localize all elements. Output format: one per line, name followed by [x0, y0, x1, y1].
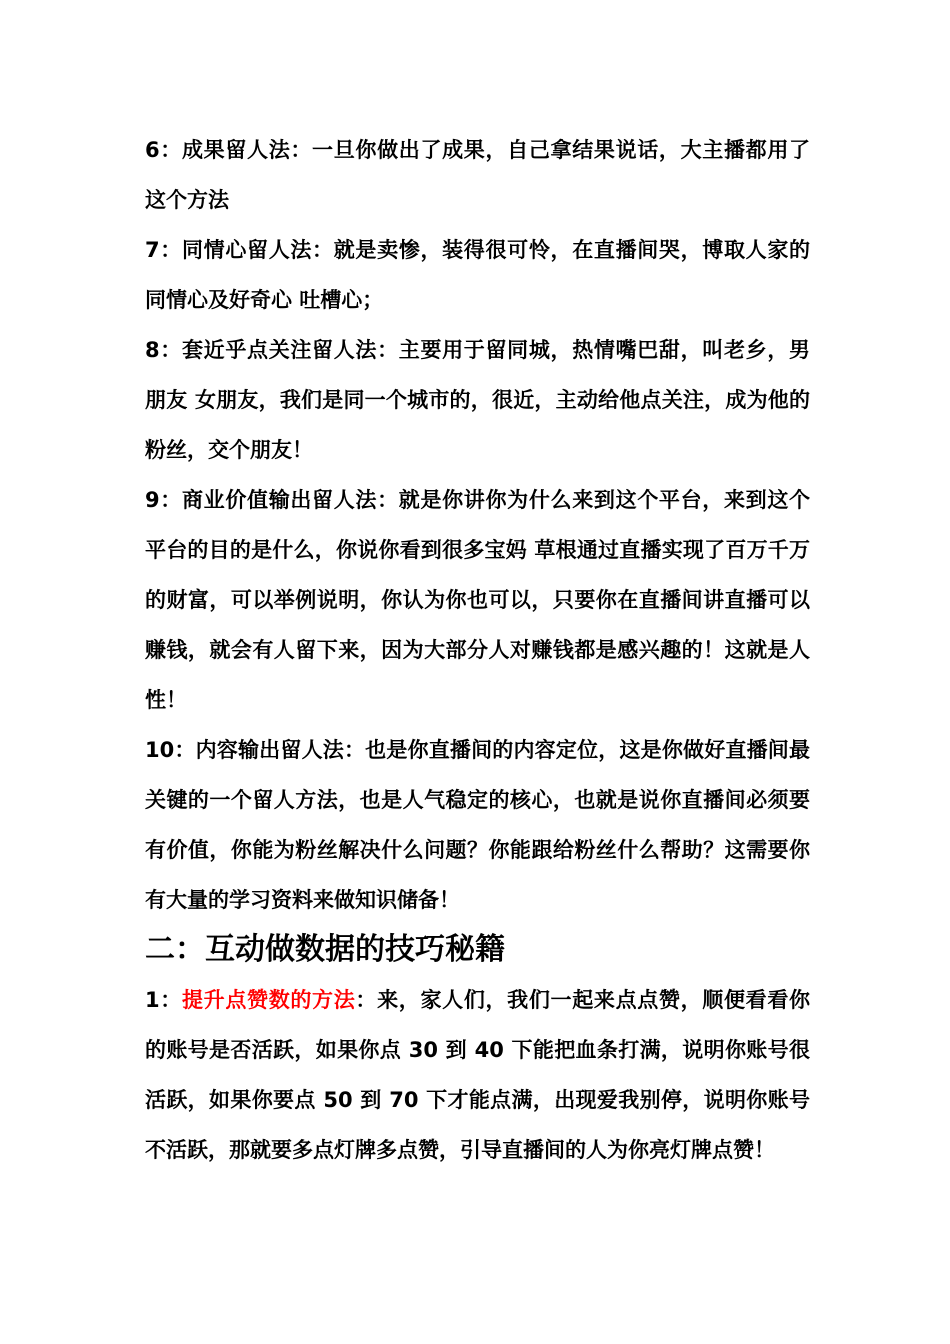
paragraph-7	[145, 225, 810, 325]
paragraph-7-text: 同情心留人法：就是卖惨，装得很可怜，在直播间哭，博取人家的同情心及好奇心 吐槽心；	[145, 238, 810, 312]
paragraph-6-number: 6：	[145, 138, 182, 162]
paragraph-9-number: 9：	[145, 488, 182, 512]
paragraph-7-number: 7：	[145, 238, 182, 262]
paragraph-6-text: 成果留人法：一旦你做出了成果，自己拿结果说话，大主播都用了这个方法	[145, 138, 810, 212]
paragraph-8	[145, 325, 810, 475]
paragraph-10-text: 内容输出留人法：也是你直播间的内容定位，这是你做好直播间最关键的一个留人方法，也是人气稳定的核心，也就是说你直播间必须要有价值，你能为粉丝解决什么问题？你能跟给粉丝什么帮助？这需要你有大量的学习资料来做知识储备！	[145, 738, 810, 912]
document-page	[145, 125, 810, 1175]
paragraph-9-text: 商业价值输出留人法：就是你讲你为什么来到这个平台，来到这个平台的目的是什么，你说你看到很多宝妈 草根通过直播实现了百万千万的财富，可以举例说明，你认为你也可以，只要你在直播间讲直播可以赚钱，就会有人留下来，因为大部分人对赚钱都是感兴趣的！这就是人性！	[145, 488, 810, 712]
paragraph-10	[145, 725, 810, 925]
paragraph-9	[145, 475, 810, 725]
paragraph-8-number: 8：	[145, 338, 182, 362]
section-heading: 二：互动做数据的技巧秘籍	[145, 932, 505, 967]
section-item-1	[145, 975, 810, 1175]
paragraph-6	[145, 125, 810, 225]
paragraph-8-text: 套近乎点关注留人法：主要用于留同城，热情嘴巴甜，叫老乡，男朋友 女朋友，我们是同一个城市的，很近，主动给他点关注，成为他的粉丝，交个朋友！	[145, 338, 810, 462]
section-item-1-number: 1：	[145, 988, 182, 1012]
paragraph-10-number: 10：	[145, 738, 196, 762]
section-item-1-highlight: 提升点赞数的方法	[181, 988, 356, 1012]
section-item-1-text: ：来，家人们，我们一起来点点赞，顺便看看你的账号是否活跃，如果你点 30 到 40 下能把血条打满，说明你账号很活跃，如果你要点 50 到 70 下才能点满，出现爱我别停，说明你账号不活跃，那就要多点灯牌多点赞，引导直播间的人为你亮灯牌点赞！	[145, 988, 811, 1162]
